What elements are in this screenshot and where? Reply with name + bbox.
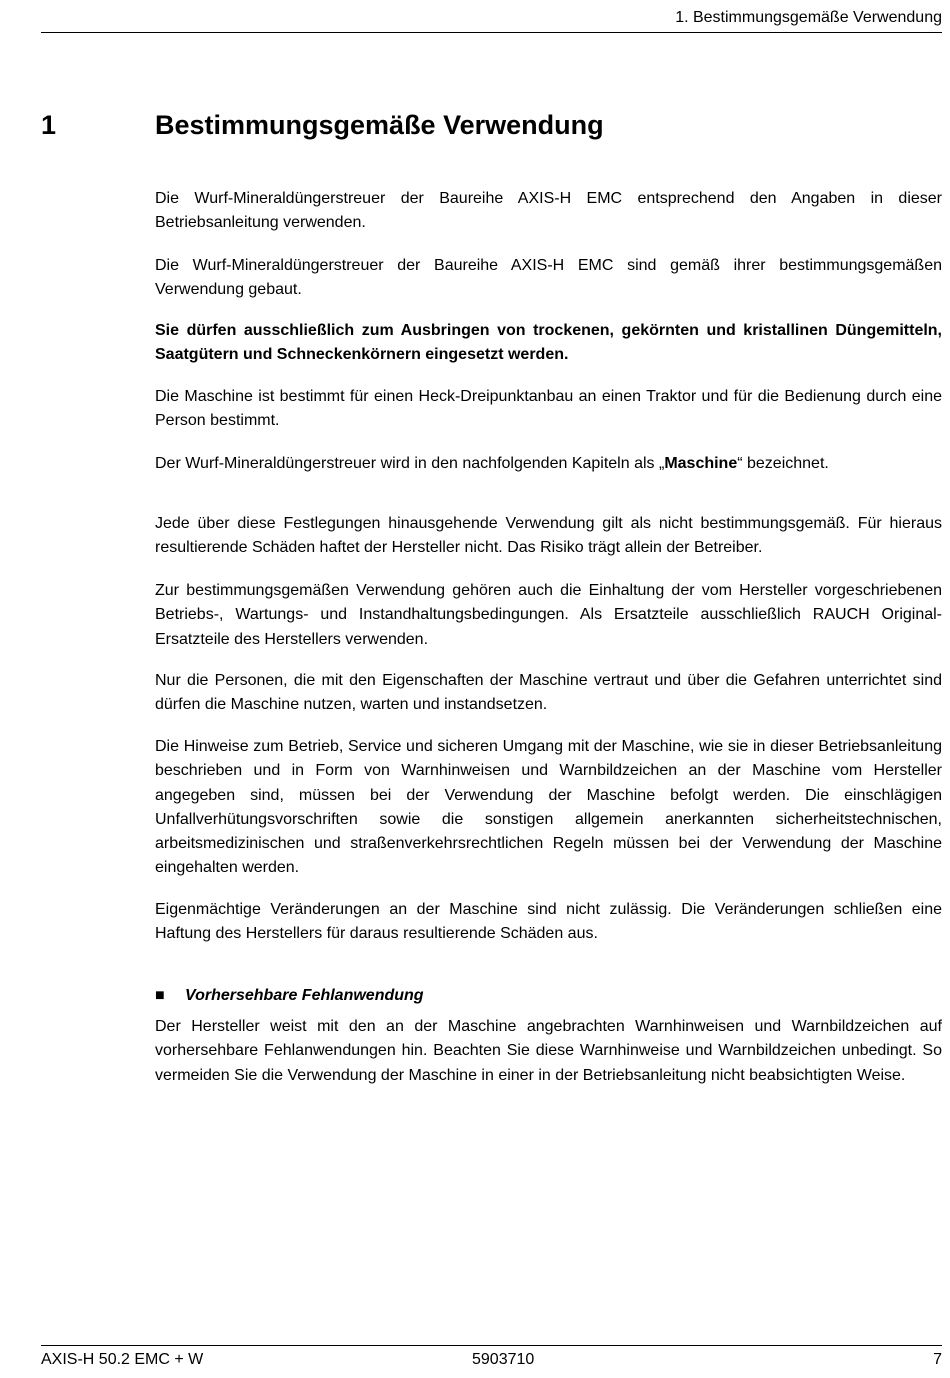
footer-rule bbox=[41, 1345, 942, 1346]
paragraph-text: Nur die Personen, die mit den Eigenschaften der Maschine vertraut und über die Gefahren unterrichtet sind dürfen die Maschine nutzen, warten und instandsetzen. bbox=[155, 672, 942, 714]
chapter-number: 1 bbox=[41, 110, 57, 140]
paragraph-text: Der Hersteller weist mit den an der Maschine angebrachten Warnhinweisen und Warnbildzeichen auf vorhersehbare Fehlanwendungen hin. Beachten Sie diese Warnhinweise und Warnbildzeichen unbedingt. So vermeiden Sie die Verwendung der Maschine in einer in der Betriebsanleitung nicht beabsichtigten Weise. bbox=[155, 1018, 942, 1084]
header-rule bbox=[41, 32, 942, 33]
footer-page-number: 7 bbox=[933, 1351, 942, 1368]
paragraph-6 bbox=[155, 512, 942, 561]
paragraph-8 bbox=[155, 669, 942, 718]
paragraph-text: Sie dürfen ausschließlich zum Ausbringen von trockenen, gekörnten und kristallinen Düngemitteln, Saatgütern und Schneckenkörnern eingesetzt werden. bbox=[155, 322, 942, 364]
paragraph-text bbox=[155, 452, 942, 476]
section-paragraph bbox=[155, 1015, 942, 1088]
footer-model: AXIS-H 50.2 EMC + W bbox=[41, 1351, 204, 1368]
paragraph-9 bbox=[155, 735, 942, 881]
square-bullet-icon: ■ bbox=[155, 987, 165, 1004]
paragraph-1 bbox=[155, 187, 942, 236]
paragraph-text: Die Maschine ist bestimmt für einen Heck-Dreipunktanbau an einen Traktor und für die Bedienung durch eine Person bestimmt. bbox=[155, 388, 942, 430]
chapter-title: Bestimmungsgemäße Verwendung bbox=[155, 110, 604, 140]
section-heading bbox=[155, 984, 424, 1008]
maschine-term: Maschine bbox=[664, 455, 738, 472]
paragraph-text: Die Wurf-Mineraldüngerstreuer der Baureihe AXIS-H EMC sind gemäß ihrer bestimmungsgemäßen Verwendung gebaut. bbox=[155, 257, 942, 299]
paragraph-10 bbox=[155, 898, 942, 947]
paragraph-text: Eigenmächtige Veränderungen an der Maschine sind nicht zulässig. Die Veränderungen schließen eine Haftung des Herstellers für daraus resultierende Schäden aus. bbox=[155, 901, 942, 943]
paragraph-text-before: Der Wurf-Mineraldüngerstreuer wird in den nachfolgenden Kapiteln als „ bbox=[155, 455, 665, 472]
paragraph-text: Jede über diese Festlegungen hinausgehende Verwendung gilt als nicht bestimmungsgemäß. Für hieraus resultierende Schäden haftet der Hersteller nicht. Das Risiko trägt allein der Betreiber. bbox=[155, 515, 942, 557]
paragraph-text-after: “ bezeichnet. bbox=[737, 455, 829, 472]
paragraph-text: Die Hinweise zum Betrieb, Service und sicheren Umgang mit der Maschine, wie sie in dieser Betriebsanleitung beschrieben und in Form von Warnhinweisen und Warnbildzeichen an der Maschine vom Hersteller angegeben sind, müssen bei der Verwendung der Maschine befolgt werden. Die einschlägigen Unfallverhütungsvorschriften sowie die sonstigen allgemein anerkannten sicherheitstechnischen, arbeitsmedizinischen und straßenverkehrsrechtlichen Regeln müssen bei der Verwendung der Maschine eingehalten werden. bbox=[155, 738, 942, 877]
footer-doc-number: 5903710 bbox=[472, 1351, 535, 1368]
paragraph-4 bbox=[155, 385, 942, 434]
paragraph-5 bbox=[155, 452, 942, 476]
paragraph-3 bbox=[155, 319, 942, 368]
paragraph-7 bbox=[155, 579, 942, 652]
running-header: 1. Bestimmungsgemäße Verwendung bbox=[675, 9, 942, 26]
section-title: Vorhersehbare Fehlanwendung bbox=[185, 987, 424, 1004]
paragraph-2 bbox=[155, 254, 942, 303]
paragraph-text: Zur bestimmungsgemäßen Verwendung gehören auch die Einhaltung der vom Hersteller vorgeschriebenen Betriebs-, Wartungs- und Instandhaltungsbedingungen. Als Ersatzteile ausschließlich RAUCH Original-Ersatzteile des Herstellers verwenden. bbox=[155, 582, 942, 648]
paragraph-text: Die Wurf-Mineraldüngerstreuer der Baureihe AXIS-H EMC entsprechend den Angaben in dieser Betriebsanleitung verwenden. bbox=[155, 190, 942, 232]
